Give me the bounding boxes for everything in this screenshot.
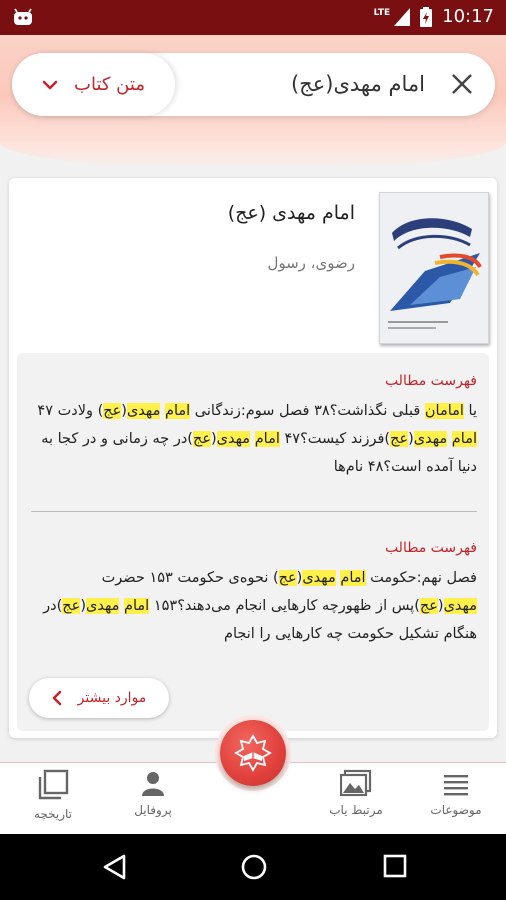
highlighted-term: عج: [192, 431, 211, 447]
history-copy-icon: [36, 769, 70, 801]
snippet-text: )در چه زمانی و در کجا به دنیا آمده است؟۴۸ نام‌ها: [41, 431, 477, 475]
snippet-text: (: [408, 431, 414, 447]
close-icon[interactable]: [449, 71, 475, 97]
nav-history[interactable]: [3, 763, 103, 835]
snippet-text: (: [210, 431, 217, 447]
snippet-text: (: [121, 403, 127, 419]
highlighted-term: عج: [390, 431, 409, 447]
snippet-text: )فرزند کیست؟۴۷: [279, 431, 391, 447]
book-title[interactable]: امام مهدی (عج): [227, 202, 355, 224]
highlighted-term: امام: [254, 431, 280, 447]
snippet-text: (: [80, 598, 86, 614]
highlighted-term: مهدی: [126, 403, 161, 419]
divider: [31, 511, 477, 512]
chevron-left-icon: [52, 690, 62, 706]
nav-profile[interactable]: [103, 763, 203, 835]
open-book-star-icon: [233, 733, 273, 773]
snippet-text: قبلی نگذاشت؟۳۸ فصل سوم:زندگانی: [190, 403, 425, 419]
library-home-button[interactable]: [220, 720, 286, 786]
snippet-text: ) نحوه‌ی حکومت ۱۵۳ حضرت: [101, 570, 279, 586]
snippet-text: یا: [463, 403, 477, 419]
result-category: فهرست مطالب: [384, 540, 477, 556]
clock: 10:17: [442, 6, 494, 27]
snippet-text: )در هنگام تشکیل حکومت چه کارهایی را انجام: [43, 598, 477, 642]
highlighted-term: مهدی: [443, 598, 477, 614]
search-input[interactable]: امام مهدی(عج): [290, 72, 425, 96]
result-snippet: [31, 397, 477, 481]
person-icon: [139, 769, 167, 797]
highlighted-term: امام: [451, 431, 477, 447]
highlighted-term: امامان: [424, 403, 464, 419]
highlighted-term: عج: [62, 598, 81, 614]
home-icon[interactable]: [240, 853, 268, 881]
nav-topics[interactable]: [406, 763, 506, 835]
search-scope-dropdown[interactable]: [12, 53, 175, 116]
android-icon: [12, 8, 34, 26]
list-icon: [442, 769, 470, 797]
snippet-text: فصل نهم:حکومت: [365, 570, 477, 586]
system-navigation-bar: [0, 834, 506, 900]
highlighted-term: امام: [164, 403, 191, 419]
signal-icon: [394, 8, 410, 26]
nav-related-label: مرتبط یاب: [329, 803, 383, 817]
snippet-text: (: [296, 570, 303, 586]
snippet-text: ): [97, 403, 104, 419]
more-results-button[interactable]: [29, 678, 169, 718]
highlighted-term: مهدی: [413, 431, 448, 447]
result-item[interactable]: [31, 540, 477, 648]
image-gallery-icon: [340, 769, 372, 797]
result-category: فهرست مطالب: [384, 373, 477, 389]
snippet-text: [250, 431, 255, 447]
nav-profile-label: پروفایل: [134, 803, 172, 817]
highlighted-term: امام: [340, 570, 366, 586]
snippet-text: (: [437, 598, 444, 614]
snippet-text: ولادت ۴۷: [37, 403, 98, 419]
back-icon[interactable]: [102, 853, 128, 881]
nav-topics-label: موضوعات: [430, 803, 482, 817]
more-results-label: موارد بیشتر: [77, 690, 147, 706]
search-results-panel: [17, 353, 489, 731]
nav-history-label: تاریخچه: [33, 807, 73, 821]
chevron-down-icon: [42, 77, 58, 93]
book-cover[interactable]: [379, 192, 489, 344]
result-snippet: [31, 564, 477, 648]
snippet-text: )پس از ظهورچه کارهایی انجام می‌دهند؟۱۵۳: [149, 598, 420, 614]
highlighted-term: عج: [278, 570, 297, 586]
highlighted-term: مهدی: [85, 598, 120, 614]
book-cover-art-icon: [380, 193, 489, 344]
highlighted-term: عج: [103, 403, 122, 419]
battery-charging-icon: [420, 7, 432, 27]
book-author: رضوی، رسول: [267, 254, 355, 272]
highlighted-term: مهدی: [216, 431, 251, 447]
nav-related[interactable]: [306, 763, 406, 835]
highlighted-term: امام: [124, 598, 150, 614]
search-bar[interactable]: [12, 53, 495, 116]
network-type: LTE: [373, 7, 391, 18]
search-scope-label: متن کتاب: [74, 74, 145, 95]
highlighted-term: مهدی: [302, 570, 336, 586]
recents-icon[interactable]: [382, 853, 408, 879]
highlighted-term: عج: [419, 598, 438, 614]
result-item[interactable]: [31, 373, 477, 481]
status-bar: [0, 0, 506, 35]
book-result-card[interactable]: [9, 178, 497, 738]
